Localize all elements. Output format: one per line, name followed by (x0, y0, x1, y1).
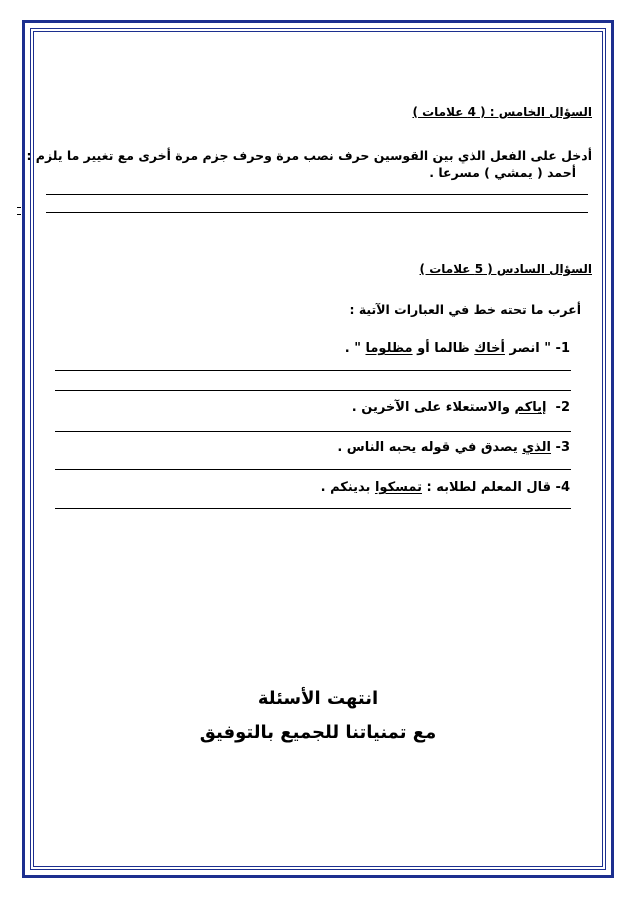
question-6-item-3: 3- الذي يصدق في قوله يحبه الناس . (337, 440, 570, 455)
question-6-item-1: 1- " انصر أخاك ظالما أو مظلوما " . (344, 341, 570, 356)
question-5-instruction: أدخل على الفعل الذي بين القوسين حرف نصب مرة وحرف جزم مرة أخرى مع تغيير ما يلزم : (26, 148, 592, 163)
closing-line-2: مع تمنياتنا للجميع بالتوفيق (199, 722, 437, 743)
question-6-instruction: أعرب ما تحته خط في العبارات الآتية : (349, 302, 581, 317)
question-6-item-2: 2- إياكم والاستعلاء على الآخرين . (351, 400, 570, 415)
question-6-item-4: 4- قال المعلم لطلابه : تمسكوا بدينكم . (320, 480, 570, 495)
answer-line (55, 508, 571, 509)
answer-line (55, 370, 571, 371)
question-5-title: السؤال الخامس : ( 4 علامات ) (412, 105, 592, 119)
answer-line (55, 469, 571, 470)
answer-line (55, 390, 571, 391)
closing-line-1: انتهت الأسئلة (257, 688, 379, 709)
question-6-title: السؤال السادس ( 5 علامات ) (419, 262, 592, 276)
margin-mark (17, 207, 21, 208)
question-5-sentence: أحمد ( يمشي ) مسرعا . (429, 165, 576, 180)
answer-line (46, 194, 588, 195)
margin-mark (17, 214, 21, 215)
answer-line (46, 212, 588, 213)
answer-line (55, 431, 571, 432)
